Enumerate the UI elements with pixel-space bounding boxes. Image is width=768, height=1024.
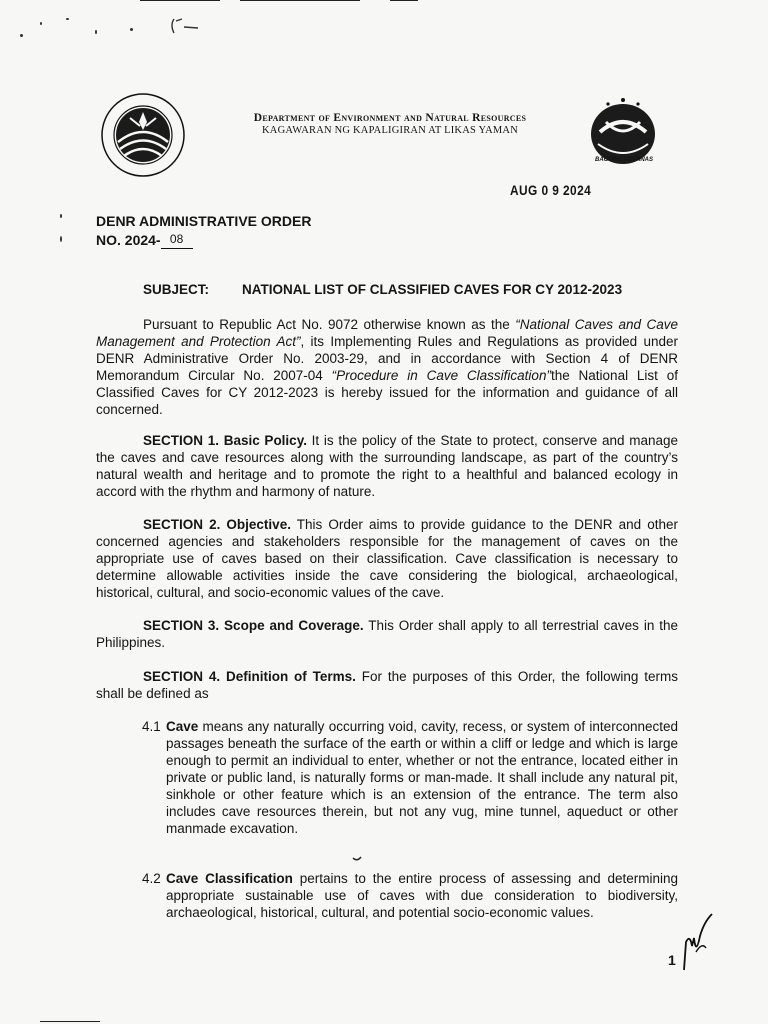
order-number-prefix: NO. 2024- (96, 232, 161, 248)
preamble-text: the National List of Classified Caves for CY 2012-2023 is hereby issued for the information and guidance of all concerned. (96, 368, 678, 417)
definition-item (142, 870, 678, 921)
handwritten-initial (678, 912, 718, 972)
order-number-fill: 08 (161, 230, 193, 249)
section-3-paragraph (96, 617, 678, 651)
order-title-block (96, 212, 311, 249)
definition-body (142, 870, 678, 921)
preamble-text: Pursuant to Republic Act No. 9072 otherwise known as the (143, 317, 516, 332)
definition-text: means any naturally occurring void, cavity, recess, or system of interconnected passages beneath the surface of the earth or within a cliff or ledge and which is large enough to permit an individual to enter, whether or not the entrance, located either in private or public land, is naturally forms or man-made. It shall include any natural pit, sinkhole or other feature which is an extension of the entrance. The term also includes cave resources therein, but not any vug, mine tunnel, aqueduct or other manmade excavation. (166, 719, 678, 836)
definition-number: 4.1 (142, 719, 161, 734)
section-text: This Order shall apply to all terrestrial caves in the Philippines. (96, 618, 678, 650)
denr-seal-icon (100, 92, 186, 178)
ink-mark (352, 856, 362, 862)
order-title: DENR ADMINISTRATIVE ORDER (96, 213, 312, 229)
definition-item (142, 718, 678, 837)
date-stamp: AUG 0 9 2024 (510, 182, 592, 198)
department-name-english: Department of Environment and Natural Resources (253, 112, 527, 124)
scan-artifact-line (240, 0, 360, 1)
subject-text: NATIONAL LIST OF CLASSIFIED CAVES FOR CY 2012-2023 (242, 282, 623, 297)
scan-speck (95, 30, 97, 34)
department-name-tagalog: KAGAWARAN NG KAPALIGIRAN AT LIKAS YAMAN (262, 125, 518, 136)
section-4-paragraph (96, 668, 678, 702)
definition-term: Cave (166, 719, 199, 734)
section-1-paragraph (96, 432, 678, 500)
section-heading: SECTION 4. Definition of Terms. (143, 669, 356, 684)
scan-speck (66, 18, 69, 20)
scan-speck (40, 22, 42, 25)
act-name: “National Caves and Cave Management and Protection Act” (96, 317, 678, 349)
preamble-text: , its Implementing Rules and Regulations as provided under DENR Administrative Order No. 2003-29, and in accordance with Section 4 of DENR Memorandum Circular No. 2007-04 (96, 334, 679, 383)
section-heading: SECTION 1. Basic Policy. (143, 433, 307, 448)
scan-scribble (168, 15, 208, 37)
circular-name: “Procedure in Cave Classification” (331, 368, 551, 383)
section-text: For the purposes of this Order, the following terms shall be defined as (96, 669, 678, 701)
definition-term: Cave Classification (166, 871, 293, 886)
definition-number: 4.2 (142, 871, 161, 886)
page-number: 1 (668, 952, 676, 968)
preamble-paragraph (96, 316, 678, 418)
scan-speck (60, 236, 62, 242)
section-text: This Order aims to provide guidance to the DENR and other concerned agencies and stakeholders responsible for the management of caves on the appropriate use of caves based on their classification. Cave classification is necessary to determine allowable activities inside the cave considering the biological, archaeological, historical, cultural, and socio-economic values of the cave. (96, 517, 678, 600)
definition-body (142, 718, 678, 837)
section-text: It is the policy of the State to protect, conserve and manage the caves and cave resources along with the surrounding landscape, as part of the country’s natural wealth and heritage and to promote the right to a healthful and balanced ecology in accord with the rhythm and harmony of nature. (96, 433, 678, 499)
definition-text: pertains to the entire process of assessing and determining appropriate sustainable use of caves with due consideration to biodiversity, archaeological, historical, cultural, and potential socio-economic values. (166, 871, 678, 920)
section-heading: SECTION 2. Objective. (143, 517, 291, 532)
department-name-block (195, 112, 585, 136)
scan-speck (20, 34, 23, 37)
letterhead (100, 92, 680, 177)
scan-artifact-line (40, 1021, 100, 1022)
bagong-pilipinas-label: BAGONG PILIPINAS (594, 157, 653, 163)
section-heading: SECTION 3. Scope and Coverage. (143, 618, 364, 633)
order-number (96, 230, 311, 249)
scan-speck (130, 28, 133, 31)
subject-label: SUBJECT: (143, 282, 210, 297)
scan-artifact-line (140, 0, 220, 1)
section-2-paragraph (96, 516, 678, 601)
scan-speck (60, 214, 62, 218)
scan-artifact-line (390, 0, 418, 1)
subject-line (143, 282, 622, 297)
